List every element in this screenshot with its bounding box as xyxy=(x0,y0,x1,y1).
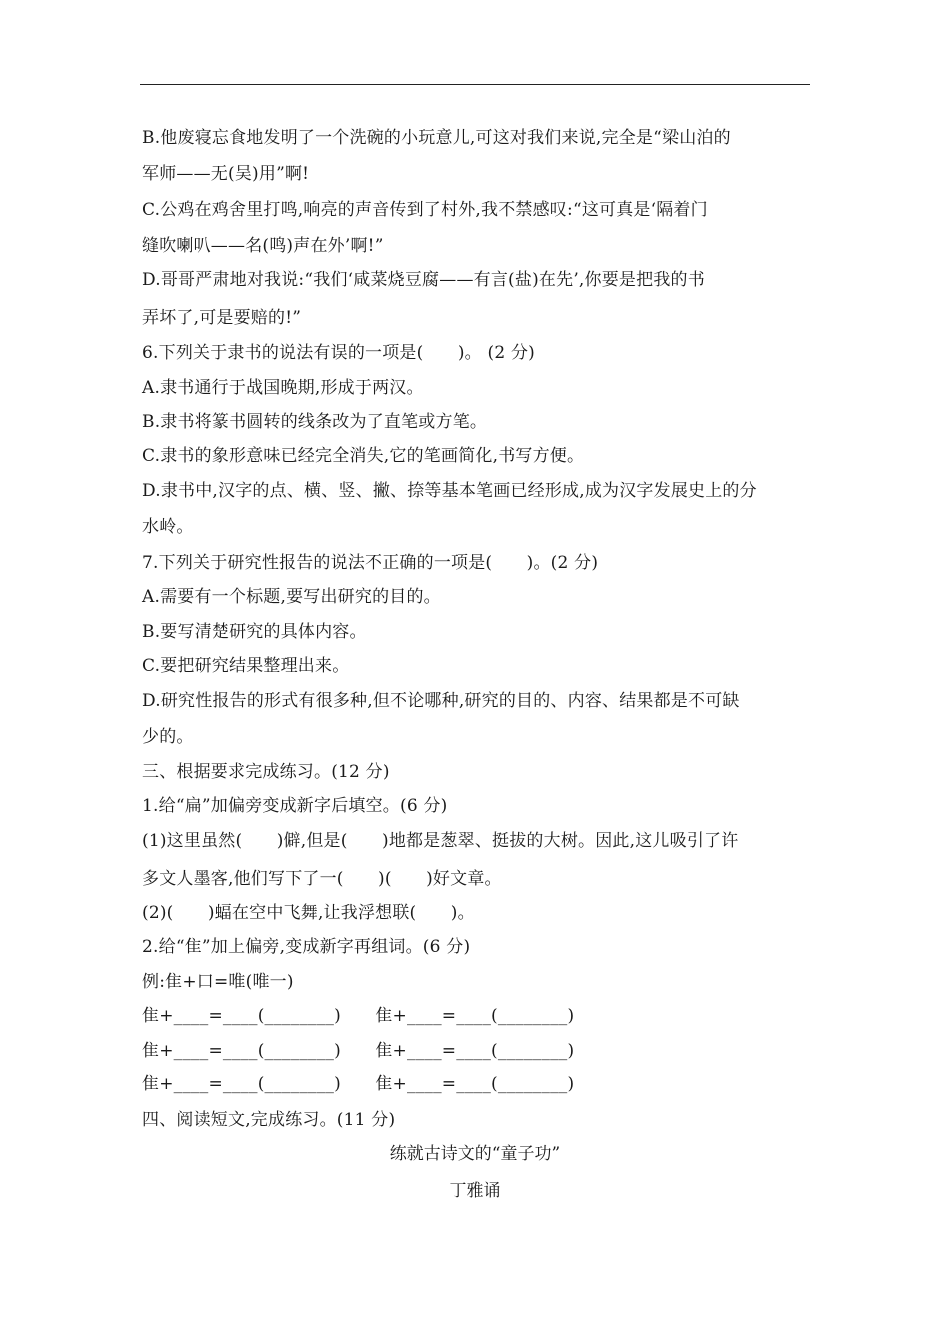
q7-option-d-line-1: D.研究性报告的形式有很多种,但不论哪种,研究的目的、内容、结果都是不可缺 xyxy=(142,691,740,711)
option-d-line-2: 弄坏了,可是要赔的!” xyxy=(142,308,302,328)
s3-q1-item-1-line-1: (1)这里虽然( )僻,但是( )地都是葱翠、挺拔的大树。因此,这儿吸引了许 xyxy=(142,831,739,851)
s3-q1-item-2: (2)( )蝠在空中飞舞,让我浮想联( )。 xyxy=(142,903,475,923)
q6-option-d-line-1: D.隶书中,汉字的点、横、竖、撇、捺等基本笔画已经形成,成为汉字发展史上的分 xyxy=(142,481,757,501)
q6-option-b: B.隶书将篆书圆转的线条改为了直笔或方笔。 xyxy=(142,412,488,432)
q6-option-d-line-2: 水岭。 xyxy=(142,517,194,537)
fill-row: 隹+____=____(________) 隹+____=____(________) xyxy=(142,1074,575,1094)
section-3-heading: 三、根据要求完成练习。(12 分) xyxy=(142,762,390,782)
option-c-line-1: C.公鸡在鸡舍里打鸣,响亮的声音传到了村外,我不禁感叹:“这可真是‘隔着门 xyxy=(142,200,708,220)
option-c-line-2: 缝吹喇叭——名(鸣)声在外’啊!” xyxy=(142,236,384,256)
section-4-heading: 四、阅读短文,完成练习。(11 分) xyxy=(142,1110,396,1130)
q7-option-c: C.要把研究结果整理出来。 xyxy=(142,656,350,676)
s3-q1-item-1-line-2: 多文人墨客,他们写下了一( )( )好文章。 xyxy=(142,869,502,889)
option-b-line-1: B.他废寝忘食地发明了一个洗碗的小玩意儿,可这对我们来说,完全是“梁山泊的 xyxy=(142,128,731,148)
fill-row: 隹+____=____(________) 隹+____=____(________) xyxy=(142,1041,575,1061)
article-author: 丁雅诵 xyxy=(449,1181,501,1201)
question-7: 7.下列关于研究性报告的说法不正确的一项是( )。(2 分) xyxy=(142,553,599,573)
s3-question-2: 2.给“隹”加上偏旁,变成新字再组词。(6 分) xyxy=(142,937,471,957)
q6-option-a: A.隶书通行于战国晚期,形成于两汉。 xyxy=(142,378,424,398)
question-6: 6.下列关于隶书的说法有误的一项是( )。 (2 分) xyxy=(142,343,535,363)
q7-option-d-line-2: 少的。 xyxy=(142,727,194,747)
article-title: 练就古诗文的“童子功” xyxy=(389,1144,561,1164)
q6-option-c: C.隶书的象形意味已经完全消失,它的笔画简化,书写方便。 xyxy=(142,446,585,466)
option-d-line-1: D.哥哥严肃地对我说:“我们‘咸菜烧豆腐——有言(盐)在先’,你要是把我的书 xyxy=(142,270,705,290)
fill-row: 隹+____=____(________) 隹+____=____(________) xyxy=(142,1006,575,1026)
s3-q2-example: 例:隹+口=唯(唯一) xyxy=(142,972,294,992)
header-rule xyxy=(140,84,810,85)
option-b-line-2: 军师——无(吴)用”啊! xyxy=(142,164,310,184)
s3-question-1: 1.给“扁”加偏旁变成新字后填空。(6 分) xyxy=(142,796,448,816)
q7-option-a: A.需要有一个标题,要写出研究的目的。 xyxy=(142,587,441,607)
q7-option-b: B.要写清楚研究的具体内容。 xyxy=(142,622,367,642)
